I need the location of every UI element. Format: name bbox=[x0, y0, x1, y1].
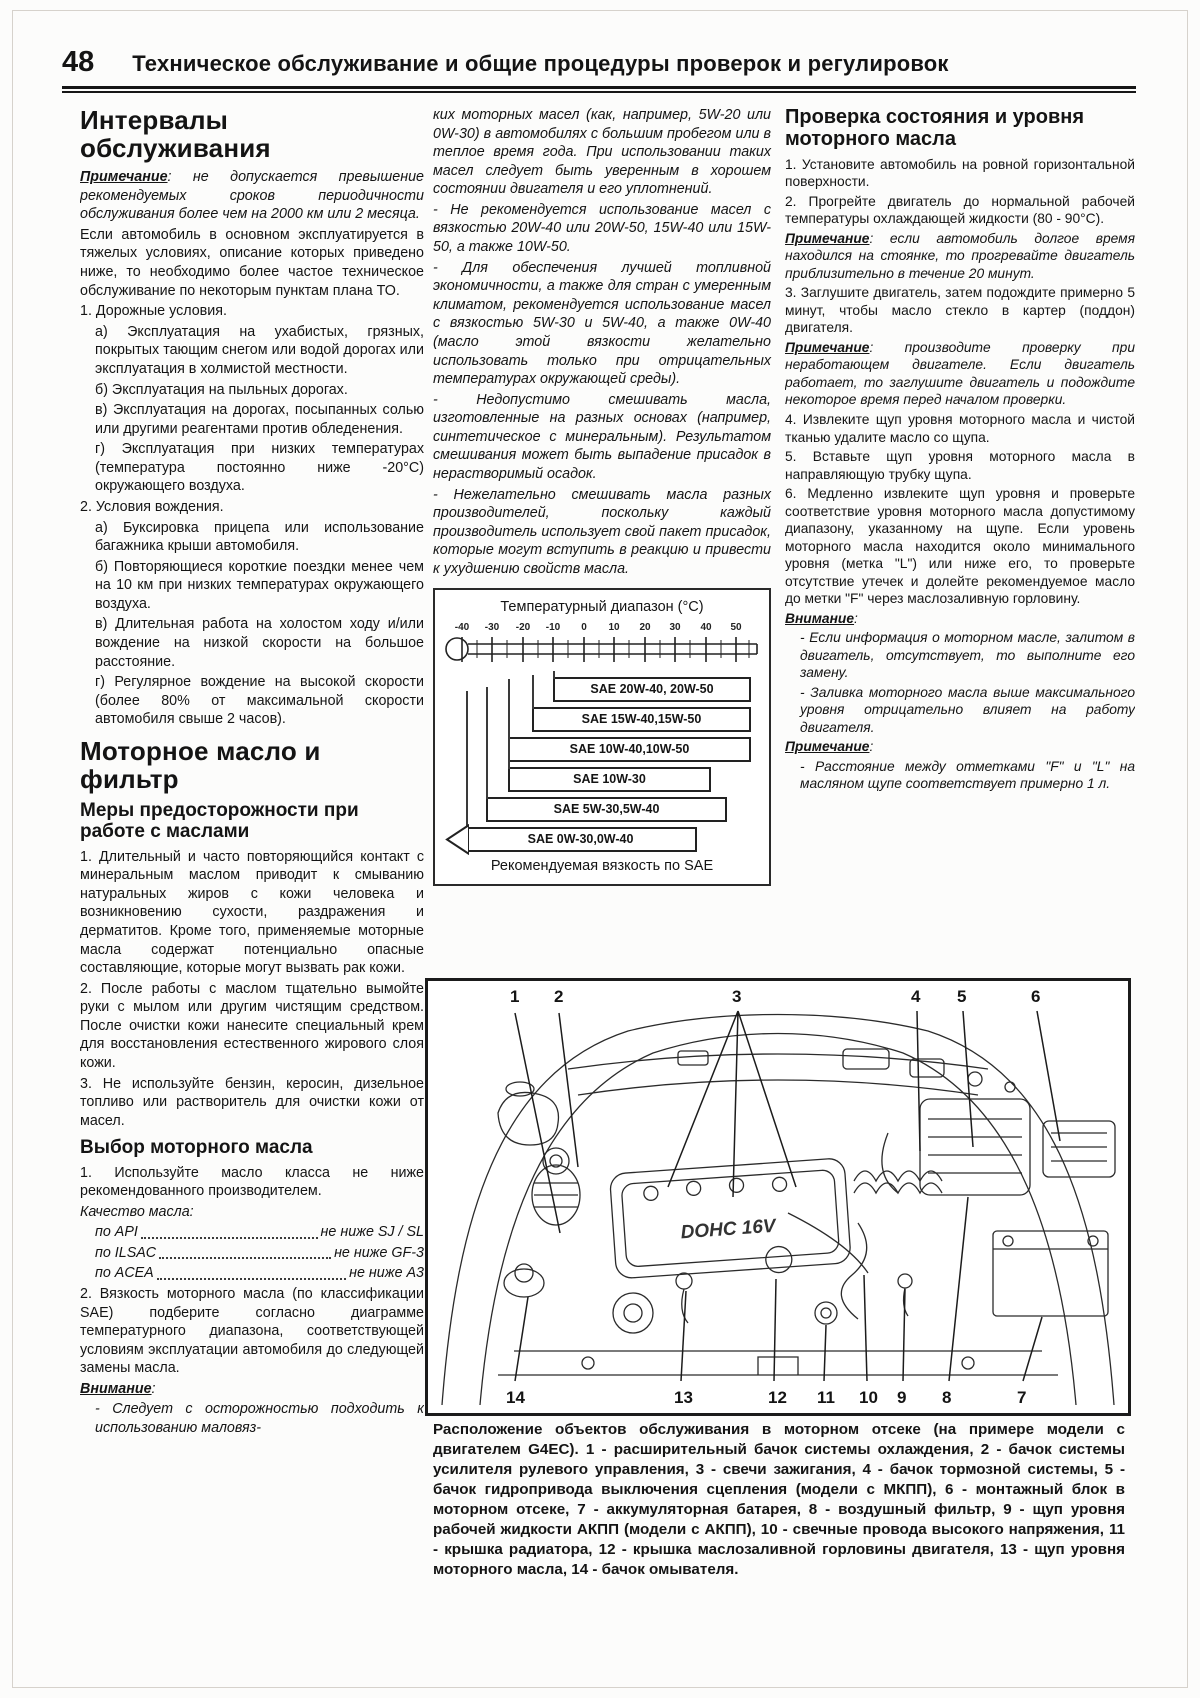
note-text: : не допускается превышение рекомендуемых сроков периодичности обслуживания более чем на 2000 км или 2 месяца. bbox=[80, 169, 424, 223]
body-paragraph: 1. Длительный и часто повторяющийся контакт с минеральным маслом приводит к смыванию натуральных жиров с кожи человека и возникновению сухости, раздражения и дерматитов. Кроме того, применяемые моторные масла содержат потенциально опасные составляющие, которые могут вызвать рак кожи. bbox=[80, 848, 424, 977]
section-heading-intervals: Интервалы обслуживания bbox=[80, 106, 271, 164]
list-item: в) Эксплуатация на дорогах, посыпанных солью или другими реагентами против обледенения. bbox=[95, 402, 424, 437]
tick-label: 20 bbox=[639, 622, 651, 634]
list-item: а) Буксировка прицепа или использование багажника крыши автомобиля. bbox=[95, 519, 424, 555]
step-paragraph: 2. Прогрейте двигатель до нормальной рабочей температуры охлаждающей жидкости (80 - 90°С). bbox=[785, 193, 1135, 227]
list-item: г) Регулярное вождение на высокой скорости (более 80% от максимальной скорости автомобиля свыше 2 часов). bbox=[95, 674, 424, 728]
warning-item: ких моторных масел (как, например, 5W-20 или 0W-30) в автомобилях с большим пробегом или в теплое время года. При использовании таких масел следует быть уверенным в хорошем состоянии двигателя и его уплотнений. bbox=[433, 107, 771, 198]
sae-bar-label: SAE 10W-30 bbox=[573, 772, 646, 787]
warning-label-paragraph: Внимание: bbox=[80, 1380, 156, 1397]
quality-row-acea bbox=[80, 1264, 424, 1283]
note-label-paragraph: Примечание: bbox=[785, 739, 874, 755]
callout-number: 10 bbox=[859, 1388, 878, 1407]
callout-number: 14 bbox=[506, 1388, 525, 1407]
sae-bar-label: SAE 5W-30,5W-40 bbox=[553, 802, 660, 817]
callout-number: 11 bbox=[817, 1388, 835, 1407]
step-paragraph: 5. Вставьте щуп уровня моторного масла в направляющую трубку щупа. bbox=[785, 449, 1135, 482]
warning-label: Внимание bbox=[785, 610, 855, 626]
callout-number: 3 bbox=[732, 987, 742, 1006]
sae-bar-10w30 bbox=[508, 767, 711, 792]
sae-title: Температурный диапазон (°С) bbox=[500, 599, 704, 616]
list-item: в) Длительная работа на холостом ходу и/или вождение на низкой скорости на большое расстояние. bbox=[95, 616, 424, 670]
tick-label: -40 bbox=[454, 622, 470, 634]
warning-item: - Для обеспечения лучшей топливной экономичности, а также для стран с умеренным климатом, рекомендуется использование масел с вязкостью 5W-30 и 5W-40, а также 0W-40 (масло этой вязкости желательно использовать только при отрицательных температурах окружающей среды). bbox=[433, 259, 771, 388]
thermometer-illustration bbox=[444, 619, 760, 852]
warning-label: Внимание bbox=[80, 1380, 152, 1397]
sae-bar-0w bbox=[466, 827, 697, 852]
quality-row-api bbox=[80, 1223, 424, 1242]
engine-cover-text: DOHC 16V bbox=[679, 1215, 777, 1244]
leader-line bbox=[466, 691, 468, 829]
step-paragraph: 6. Медленно извлеките щуп уровня и проверьте соответствие уровня моторного масла допустимому диапазону, указанному на щупе. Если уровень моторного масла находится около минимального уровня (метка "L") или ниже его, то проверьте отсутствие утечек и долейте рекомендуемое масло до метки "F" через маслозаливную горловину. bbox=[785, 486, 1135, 607]
dotted-leader bbox=[159, 1244, 331, 1260]
list-title: 2. Условия вождения. bbox=[80, 498, 224, 515]
warning-item: - Недопустимо смешивать масла, изготовленные на разных основах (например, синтетическое с минеральным). Результатом смешивания может быть выпадение присадок в нерастворимый осадок. bbox=[433, 391, 771, 482]
tick-label: -30 bbox=[484, 622, 500, 634]
quality-value: не ниже A3 bbox=[349, 1265, 424, 1282]
quality-name: по ILSAC bbox=[95, 1244, 157, 1261]
note-paragraph bbox=[80, 168, 424, 224]
quality-name: по ACEA bbox=[95, 1265, 154, 1282]
body-paragraph: 3. Не используйте бензин, керосин, дизельное топливо или растворитель для очистки кожи от масел. bbox=[80, 1075, 424, 1129]
page-number: 48 bbox=[62, 46, 95, 78]
list-item: а) Эксплуатация на ухабистых, грязных, покрытых тающим снегом или водой дорогах или эксплуатация в холмистой местности. bbox=[95, 323, 424, 377]
warning-item: - Если информация о моторном масле, залитом в двигатель, отсутствует, то выполните его замену. bbox=[800, 630, 1135, 681]
note-label: Примечание bbox=[80, 169, 168, 186]
sae-bar-label: SAE 15W-40,15W-50 bbox=[581, 712, 702, 727]
body-paragraph: 2. После работы с маслом тщательно вымойте руки с мылом или другим чистящим средством. После очистки кожи нанесите специальный крем для восстановления естественного жирового слоя кожи. bbox=[80, 980, 424, 1071]
tick-label: -20 bbox=[515, 622, 531, 634]
sae-caption: Рекомендуемая вязкость по SAE bbox=[490, 857, 714, 874]
body-paragraph: 1. Используйте масло класса не ниже рекомендованного производителем. bbox=[80, 1164, 424, 1200]
tick-label: 50 bbox=[730, 622, 742, 634]
warning-item: - Нежелательно смешивать масла разных производителей, поскольку каждый производитель использует свой пакет присадок, которые могут вступить в реакцию и привести к ухудшению свойств масла. bbox=[433, 486, 771, 577]
callout-number: 7 bbox=[1017, 1388, 1027, 1407]
section-heading-engine-oil: Моторное масло и фильтр bbox=[80, 735, 321, 794]
list-item: г) Эксплуатация при низких температурах (температура постоянно ниже -20°С) окружающего воздуха. bbox=[95, 441, 424, 495]
quality-name: по API bbox=[95, 1224, 138, 1241]
note-label: Примечание bbox=[785, 230, 870, 246]
callout-number: 13 bbox=[674, 1388, 693, 1407]
sae-bar-20w bbox=[553, 677, 751, 702]
sae-bar-5w bbox=[486, 797, 727, 822]
callout-number: 1 bbox=[510, 987, 520, 1006]
sae-viscosity-diagram bbox=[433, 588, 771, 885]
warning-item: - Следует с осторожностью подходить к использованию маловяз- bbox=[95, 1401, 424, 1437]
quality-row-ilsac bbox=[80, 1244, 424, 1263]
tick-label: -10 bbox=[545, 622, 561, 634]
note-item: - Расстояние между отметками "F" и "L" на масляном щупе соответствует примерно 1 л. bbox=[800, 758, 1135, 792]
page-title: Техническое обслуживание и общие процедуры проверок и регулировок bbox=[132, 51, 949, 76]
leader-line bbox=[508, 683, 510, 769]
quality-value: не ниже GF-3 bbox=[334, 1244, 424, 1261]
dotted-leader bbox=[141, 1223, 318, 1239]
tick-label: 0 bbox=[581, 622, 587, 634]
figure-caption: Расположение объектов обслуживания в моторном отсеке (на примере модели с двигателем G4EC). 1 - расширительный бачок системы охлаждения, 2 - бачок системы усилителя рулевого управления, 3 - свечи зажигания, 4 - бачок тормозной системы, 5 - бачок гидропривода выключения сцепления (модели с МКПП), 6 - монтажный блок в моторном отсеке, 7 - аккумуляторная батарея, 8 - воздушный фильтр, 9 - щуп уровня рабочей жидкости АКПП (модели с АКПП), 10 - свечные провода высокого напряжения, 11 - крышка радиатора, 12 - крышка маслозаливной горловины двигателя, 13 - щуп уровня моторного масла, 14 - бачок омывателя. bbox=[433, 1421, 1125, 1579]
subsection-heading-oil-check: Проверка состояния и уровня моторного масла bbox=[785, 106, 1085, 151]
subsection-heading-precautions: Меры предосторожности при работе с маслами bbox=[80, 800, 359, 843]
note-paragraph bbox=[785, 230, 1135, 283]
warning-item: - Не рекомендуется использование масел с вязкостью 20W-40 или 20W-50, 15W-40 или 15W-50, а также 10W-50. bbox=[433, 201, 771, 256]
list-item: б) Эксплуатация на пыльных дорогах. bbox=[95, 381, 348, 398]
tick-label: 10 bbox=[608, 622, 620, 634]
note-label: Примечание bbox=[785, 739, 870, 755]
note-text: : производите проверку при неработающем двигателе. Если двигатель работает, то заглушите двигатель и подождите некоторое время перед началом проверки. bbox=[785, 339, 1135, 408]
engine-bay-illustration bbox=[428, 981, 1128, 1413]
sae-bar-label: SAE 20W-40, 20W-50 bbox=[590, 682, 714, 697]
leader-line bbox=[486, 687, 488, 799]
thermometer-icon bbox=[444, 619, 760, 669]
engine-bay-figure bbox=[425, 978, 1131, 1416]
quality-label: Качество масла: bbox=[80, 1203, 194, 1220]
sae-bar-label: SAE 10W-40,10W-50 bbox=[569, 742, 690, 757]
warning-label-paragraph: Внимание: bbox=[785, 610, 858, 626]
column-intervals bbox=[80, 106, 424, 1621]
page-header bbox=[62, 46, 1136, 89]
left-arrow-icon bbox=[445, 824, 469, 855]
note-label: Примечание bbox=[785, 339, 870, 355]
warning-item: - Заливка моторного масла выше максимального уровня отрицательно влияет на работу двигателя. bbox=[800, 684, 1135, 735]
dotted-leader bbox=[157, 1264, 346, 1280]
body-paragraph: Если автомобиль в основном эксплуатируется в тяжелых условиях, описание которых приведено ниже, то необходимо более частое техническое обслуживание по некоторым пунктам плана ТО. bbox=[80, 226, 424, 299]
tick-label: 30 bbox=[669, 622, 681, 634]
callout-number: 4 bbox=[911, 987, 921, 1006]
leader-line bbox=[532, 675, 534, 709]
callout-number: 9 bbox=[897, 1388, 907, 1407]
callout-number: 5 bbox=[957, 987, 967, 1006]
callout-number: 8 bbox=[942, 1388, 952, 1407]
callout-number: 12 bbox=[768, 1388, 787, 1407]
sae-bars bbox=[444, 677, 760, 852]
sae-bar-10w40 bbox=[508, 737, 751, 762]
body-paragraph: 2. Вязкость моторного масла (по классификации SAE) подберите согласно диаграмме температурного диапазона, соответствующей условиям эксплуатации автомобиля до следующей замены масла. bbox=[80, 1286, 424, 1377]
list-item: б) Повторяющиеся короткие поездки менее чем на 10 км при низких температурах окружающего воздуха. bbox=[95, 558, 424, 612]
list-title: 1. Дорожные условия. bbox=[80, 303, 227, 320]
column-oil-check bbox=[785, 106, 1135, 974]
leader-line bbox=[553, 671, 555, 679]
step-paragraph: 4. Извлеките щуп уровня моторного масла и чистой тканью удалите масло со щупа. bbox=[785, 412, 1135, 445]
callout-number: 2 bbox=[554, 987, 564, 1006]
callout-leader-lines bbox=[515, 1011, 1060, 1381]
note-text: : если автомобиль долгое время находился на стоянке, то прогревайте двигатель приблизительно в течение 20 минут. bbox=[785, 230, 1135, 281]
column-oil-notes bbox=[433, 106, 771, 886]
note-paragraph bbox=[785, 339, 1135, 409]
sae-bar-label: SAE 0W-30,0W-40 bbox=[527, 832, 634, 847]
step-paragraph: 3. Заглушите двигатель, затем подождите примерно 5 минут, чтобы масло стекло в картер (поддон) двигателя. bbox=[785, 285, 1135, 336]
tick-label: 40 bbox=[700, 622, 712, 634]
subsection-heading-oil-choice: Выбор моторного масла bbox=[80, 1137, 313, 1159]
callout-number: 6 bbox=[1031, 987, 1041, 1006]
quality-value: не ниже SJ / SL bbox=[320, 1224, 424, 1241]
step-paragraph: 1. Установите автомобиль на ровной горизонтальной поверхности. bbox=[785, 156, 1135, 190]
sae-bar-15w bbox=[532, 707, 751, 732]
